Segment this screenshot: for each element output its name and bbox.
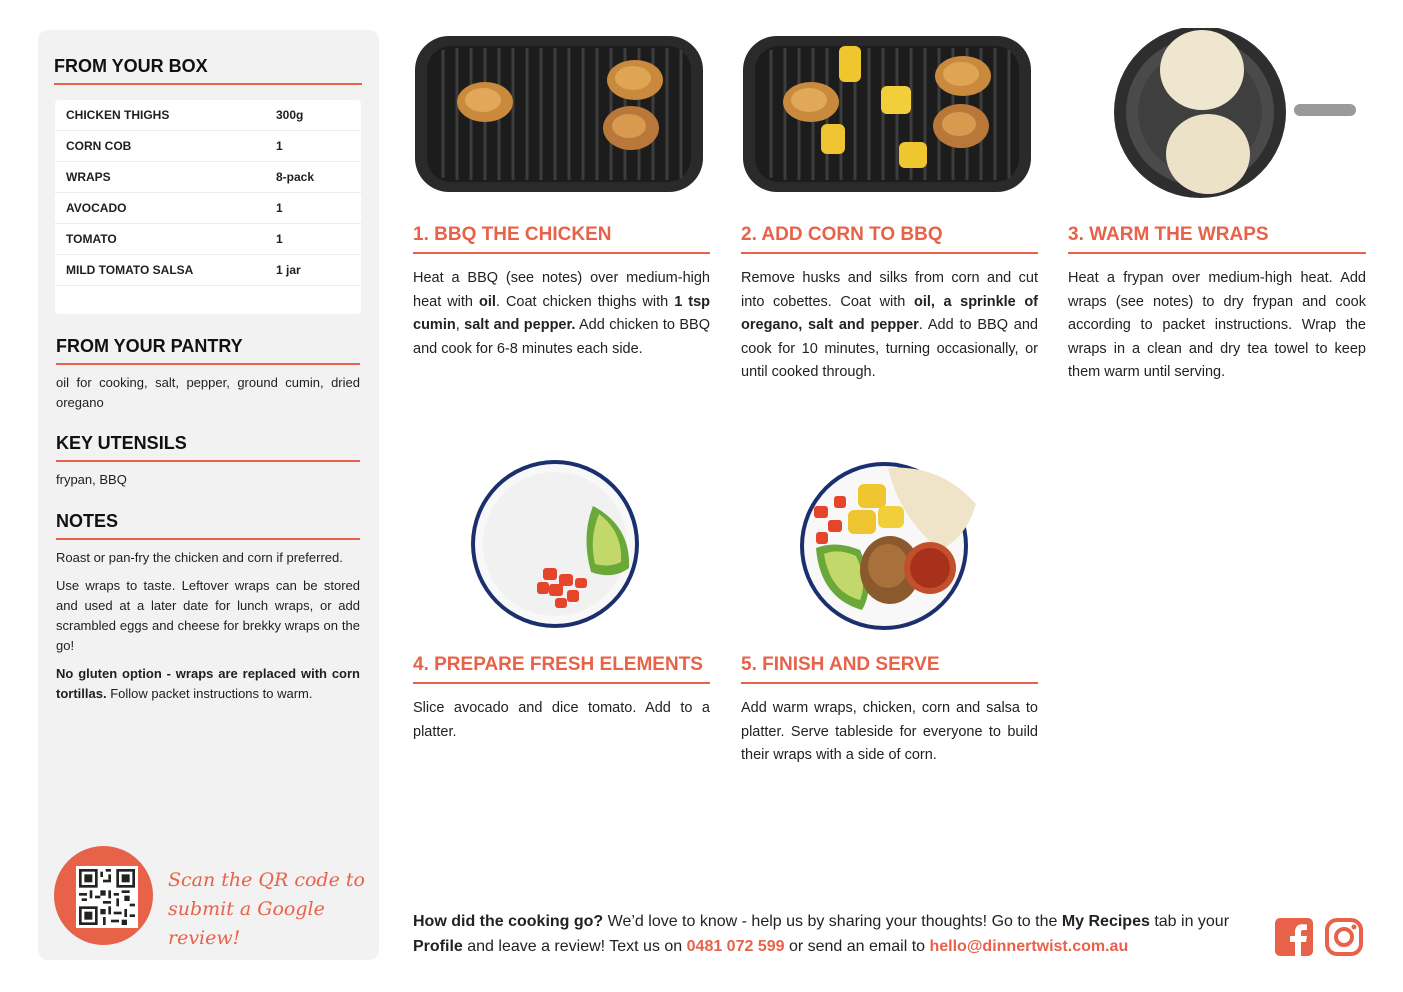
ingredient-qty: 300g (276, 108, 304, 122)
table-row (55, 162, 361, 193)
frypan-wraps-image (1108, 28, 1358, 200)
ingredient-name: TOMATO (66, 232, 117, 246)
table-row (55, 255, 361, 286)
step-1-text (413, 267, 710, 361)
step-text-part: Add chicken to BBQ and cook for 6-8 minutes each side. (413, 317, 710, 357)
step-4-title: 4. PREPARE FRESH ELEMENTS (413, 654, 710, 684)
table-row-empty (55, 286, 361, 314)
note-3-rest: Follow packet instructions to warm. (106, 686, 313, 701)
profile-link[interactable]: Profile (413, 938, 463, 955)
ingredient-name: WRAPS (66, 170, 111, 184)
ingredient-qty: 1 (276, 232, 283, 246)
platter-fresh-image (463, 456, 655, 632)
footer-text-part: tab in your (1149, 913, 1230, 930)
qr-line-2: submit a Google review! (168, 898, 325, 949)
ingredient-qty: 1 (276, 201, 283, 215)
step-text-part: . Coat chicken thighs with (495, 293, 675, 310)
step-text-part: Remove husks and silks from corn and cut into cobettes. Coat with (741, 270, 1038, 310)
qr-badge (54, 846, 153, 945)
footer-question: How did the cooking go? (413, 913, 604, 930)
qr-code-icon[interactable] (76, 866, 138, 928)
step-2-text (741, 267, 1038, 385)
ingredient-qty: 8-pack (276, 170, 315, 184)
step-3-text (1068, 267, 1366, 385)
step-5-text (741, 697, 1038, 768)
pantry-section (56, 336, 360, 413)
footer-text-part: or send an email to (784, 938, 930, 955)
note-3-bold: No gluten option - wraps are replaced with corn tortillas. (56, 666, 360, 701)
utensils-text: frypan, BBQ (56, 472, 127, 487)
ingredients-sidebar (38, 30, 379, 960)
notes-text (56, 548, 360, 704)
ingredient-name: CHICKEN THIGHS (66, 108, 170, 122)
ingredient-qty: 1 jar (276, 263, 301, 277)
ingredient-name: CORN COB (66, 139, 132, 153)
bbq-chicken-image (413, 32, 705, 196)
notes-section (56, 511, 360, 712)
table-row (55, 100, 361, 131)
step-text-part: Heat a frypan over medium-high heat. Add wraps (see notes) to dry frypan and cook according to packet instructions. Wrap the wraps in a clean and dry tea towel to keep them warm until serving. (1068, 270, 1366, 380)
ingredient-name: AVOCADO (66, 201, 127, 215)
my-recipes-link[interactable]: My Recipes (1061, 913, 1150, 930)
footer-text-part: and leave a review! Text us on (462, 938, 687, 955)
box-ingredients-table (55, 100, 361, 314)
table-row (55, 224, 361, 255)
emphasis-text: 1 tsp cumin (413, 293, 710, 333)
qr-line-1: Scan the QR code to (168, 869, 365, 891)
note-2: Use wraps to taste. Leftover wraps can be stored and used at a later date for lunch wraps, or add scrambled eggs and cheese for brekky wraps on the go! (56, 578, 360, 653)
facebook-icon[interactable] (1275, 918, 1313, 956)
step-4-text (413, 697, 710, 744)
step-text-part: Slice avocado and dice tomato. Add to a platter. (413, 700, 710, 740)
step-text-part: Add warm wraps, chicken, corn and salsa to platter. Serve tableside for everyone to build their wraps with a side of corn. (741, 700, 1038, 763)
email-link[interactable]: hello@dinnertwist.com.au (929, 938, 1129, 955)
step-5-title: 5. FINISH AND SERVE (741, 654, 1038, 684)
notes-title: NOTES (56, 511, 360, 540)
emphasis-text: oil, a sprinkle of oregano, salt and pepper (741, 293, 1039, 333)
bbq-corn-image (741, 32, 1033, 196)
utensils-section (56, 433, 360, 490)
step-text-part: , (455, 317, 465, 333)
step-text-part: . Add to BBQ and cook for 10 minutes, turning occasionally, or until cooked through. (741, 317, 1038, 380)
emphasis-text: salt and pepper. (464, 317, 576, 333)
table-row (55, 131, 361, 162)
table-row (55, 193, 361, 224)
note-1: Roast or pan-fry the chicken and corn if preferred. (56, 550, 343, 565)
ingredient-qty: 1 (276, 139, 283, 153)
qr-review-text (168, 866, 379, 953)
phone-link[interactable]: 0481 072 599 (686, 938, 785, 955)
pantry-text: oil for cooking, salt, pepper, ground cumin, dried oregano (56, 375, 360, 410)
ingredient-name: MILD TOMATO SALSA (66, 263, 194, 277)
step-2-title: 2. ADD CORN TO BBQ (741, 224, 1038, 254)
instagram-icon[interactable] (1325, 918, 1363, 956)
from-your-box-title: FROM YOUR BOX (54, 56, 362, 85)
step-3-title: 3. WARM THE WRAPS (1068, 224, 1366, 254)
platter-serve-image (790, 458, 986, 630)
step-text-part: Heat a BBQ (see notes) over medium-high heat with (413, 270, 710, 310)
utensils-title: KEY UTENSILS (56, 433, 360, 462)
footer-text-part: We’d love to know - help us by sharing your thoughts! Go to the (603, 913, 1062, 930)
pantry-title: FROM YOUR PANTRY (56, 336, 360, 365)
footer-review-text (413, 909, 1263, 959)
note-3 (56, 664, 360, 704)
step-1-title: 1. BBQ THE CHICKEN (413, 224, 710, 254)
emphasis-text: oil (479, 293, 496, 310)
